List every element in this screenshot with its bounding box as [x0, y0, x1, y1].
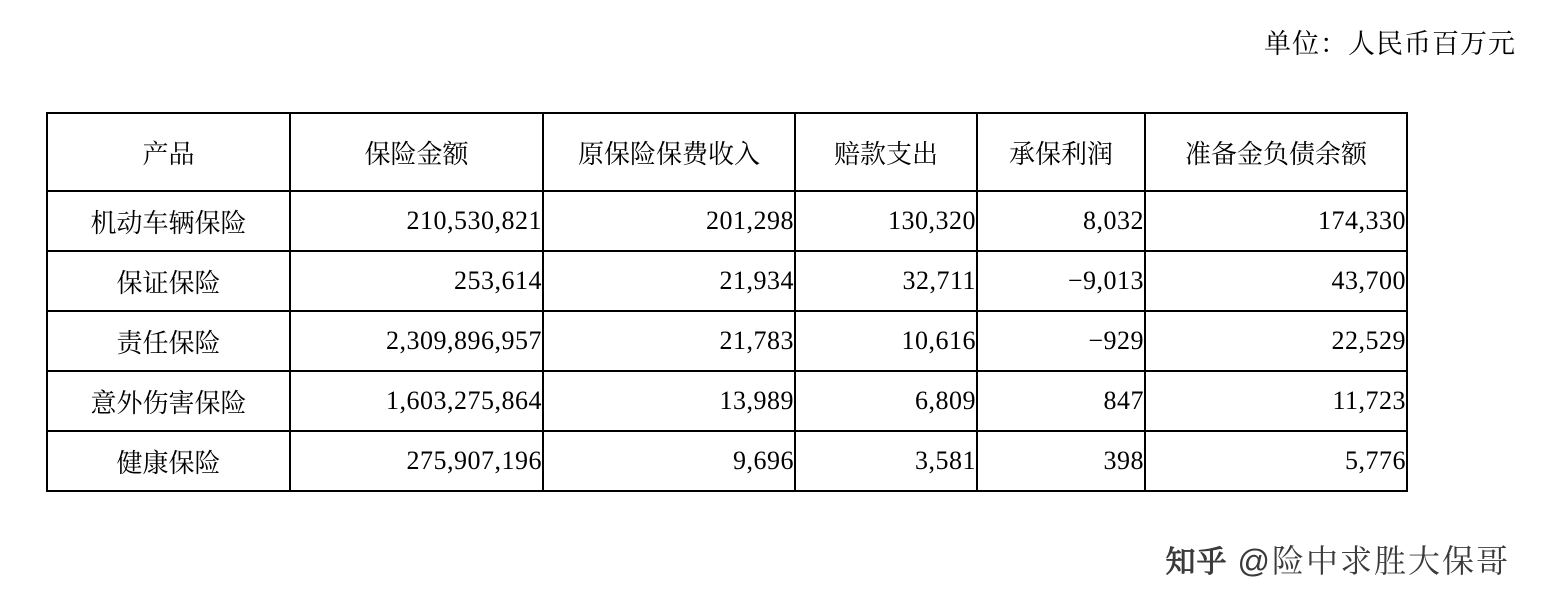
- cell-reserve-liability: 5,776: [1145, 431, 1407, 491]
- column-header-insured-amount: 保险金额: [290, 113, 543, 191]
- table-header-row: [47, 113, 1407, 191]
- cell-reserve-liability: 22,529: [1145, 311, 1407, 371]
- financial-table-container: [46, 112, 1406, 492]
- cell-underwriting-profit: −929: [977, 311, 1145, 371]
- zhihu-logo-text: 知乎: [1165, 546, 1228, 579]
- cell-reserve-liability: 174,330: [1145, 191, 1407, 251]
- cell-underwriting-profit: 847: [977, 371, 1145, 431]
- watermark-username: @险中求胜大保哥: [1237, 543, 1510, 579]
- cell-claims-paid: 6,809: [795, 371, 977, 431]
- cell-product: 机动车辆保险: [47, 191, 290, 251]
- table-row: [47, 371, 1407, 431]
- cell-claims-paid: 3,581: [795, 431, 977, 491]
- cell-underwriting-profit: 398: [977, 431, 1145, 491]
- column-header-reserve-liability: 准备金负债余额: [1145, 113, 1407, 191]
- watermark: [1166, 536, 1511, 582]
- table-row: [47, 431, 1407, 491]
- cell-product: 责任保险: [47, 311, 290, 371]
- cell-product: 保证保险: [47, 251, 290, 311]
- cell-claims-paid: 10,616: [795, 311, 977, 371]
- column-header-underwriting-profit: 承保利润: [977, 113, 1145, 191]
- cell-insured-amount: 253,614: [290, 251, 543, 311]
- cell-reserve-liability: 11,723: [1145, 371, 1407, 431]
- cell-underwriting-profit: 8,032: [977, 191, 1145, 251]
- cell-insured-amount: 1,603,275,864: [290, 371, 543, 431]
- cell-claims-paid: 32,711: [795, 251, 977, 311]
- table-row: [47, 191, 1407, 251]
- column-header-product: 产品: [47, 113, 290, 191]
- cell-premium-income: 201,298: [543, 191, 795, 251]
- cell-premium-income: 9,696: [543, 431, 795, 491]
- unit-note: 单位：人民币百万元: [1264, 29, 1516, 59]
- financial-table: [46, 112, 1408, 492]
- column-header-premium-income: 原保险保费收入: [543, 113, 795, 191]
- cell-insured-amount: 210,530,821: [290, 191, 543, 251]
- cell-premium-income: 21,934: [543, 251, 795, 311]
- cell-product: 意外伤害保险: [47, 371, 290, 431]
- cell-insured-amount: 275,907,196: [290, 431, 543, 491]
- cell-reserve-liability: 43,700: [1145, 251, 1407, 311]
- column-header-claims-paid: 赔款支出: [795, 113, 977, 191]
- table-row: [47, 311, 1407, 371]
- cell-product: 健康保险: [47, 431, 290, 491]
- cell-premium-income: 21,783: [543, 311, 795, 371]
- cell-premium-income: 13,989: [543, 371, 795, 431]
- cell-insured-amount: 2,309,896,957: [290, 311, 543, 371]
- cell-underwriting-profit: −9,013: [977, 251, 1145, 311]
- cell-claims-paid: 130,320: [795, 191, 977, 251]
- table-row: [47, 251, 1407, 311]
